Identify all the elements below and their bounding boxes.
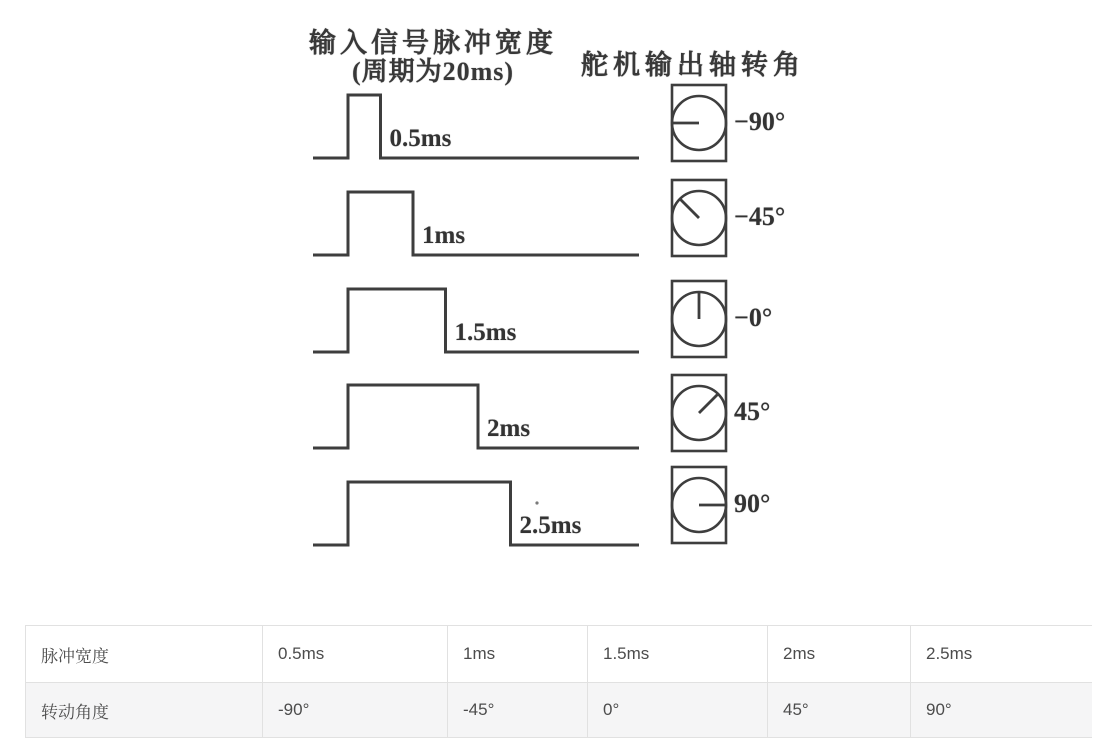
- input-signal-header-line1: 输入信号脉冲宽度: [309, 28, 557, 58]
- pulse-waveform-2ms: [313, 385, 639, 448]
- table-cell-pulse-0: 0.5ms: [263, 626, 448, 683]
- pulse-width-label: 0.5ms: [389, 125, 452, 152]
- pulse-width-label: 1ms: [422, 222, 466, 249]
- pulse-width-label: 2.5ms: [519, 512, 582, 539]
- servo-dial-icon-0deg: [672, 281, 726, 357]
- rotation-angle-label: −0°: [734, 303, 773, 332]
- servo-dial-icon--45deg: [672, 180, 726, 256]
- servo-output-header: 舵机输出轴转角: [581, 50, 805, 80]
- table-row-rotation-angle: [26, 683, 1092, 738]
- table-cell-pulse-1: 1ms: [448, 626, 588, 683]
- servo-dial-icon--90deg: [672, 85, 726, 161]
- pulse-width-label: 2ms: [487, 415, 531, 442]
- table-cell-angle-2: 0°: [588, 683, 768, 738]
- input-signal-header: [285, 28, 581, 85]
- table-cell-pulse-2: 1.5ms: [588, 626, 768, 683]
- table-cell-pulse-4: 2.5ms: [911, 626, 1092, 683]
- row-header-pulse-width: 脉冲宽度: [26, 626, 263, 683]
- table-cell-angle-4: 90°: [911, 683, 1092, 738]
- pulse-waveform-0.5ms: [313, 95, 639, 158]
- table-cell-angle-0: -90°: [263, 683, 448, 738]
- input-signal-header-line2: (周期为20ms): [351, 57, 515, 86]
- pulse-width-label: 1.5ms: [454, 319, 517, 346]
- table-cell-angle-1: -45°: [448, 683, 588, 738]
- table-cell-pulse-3: 2ms: [768, 626, 911, 683]
- pulse-waveform-1ms: [313, 192, 639, 255]
- servo-dial-icon-90deg: [672, 467, 726, 543]
- servo-dial-icon-45deg: [672, 375, 726, 451]
- rotation-angle-label: 90°: [734, 489, 771, 518]
- rotation-angle-label: 45°: [734, 397, 771, 426]
- table-cell-angle-3: 45°: [768, 683, 911, 738]
- row-header-rotation-angle: 转动角度: [26, 683, 263, 738]
- pulse-angle-table: [25, 625, 1092, 738]
- rotation-angle-label: −45°: [734, 202, 786, 231]
- rotation-angle-label: −90°: [734, 107, 786, 136]
- scan-artifact-dot: [535, 501, 538, 504]
- pulse-waveform-2.5ms: [313, 482, 639, 545]
- table-row-pulse-width: [26, 626, 1092, 683]
